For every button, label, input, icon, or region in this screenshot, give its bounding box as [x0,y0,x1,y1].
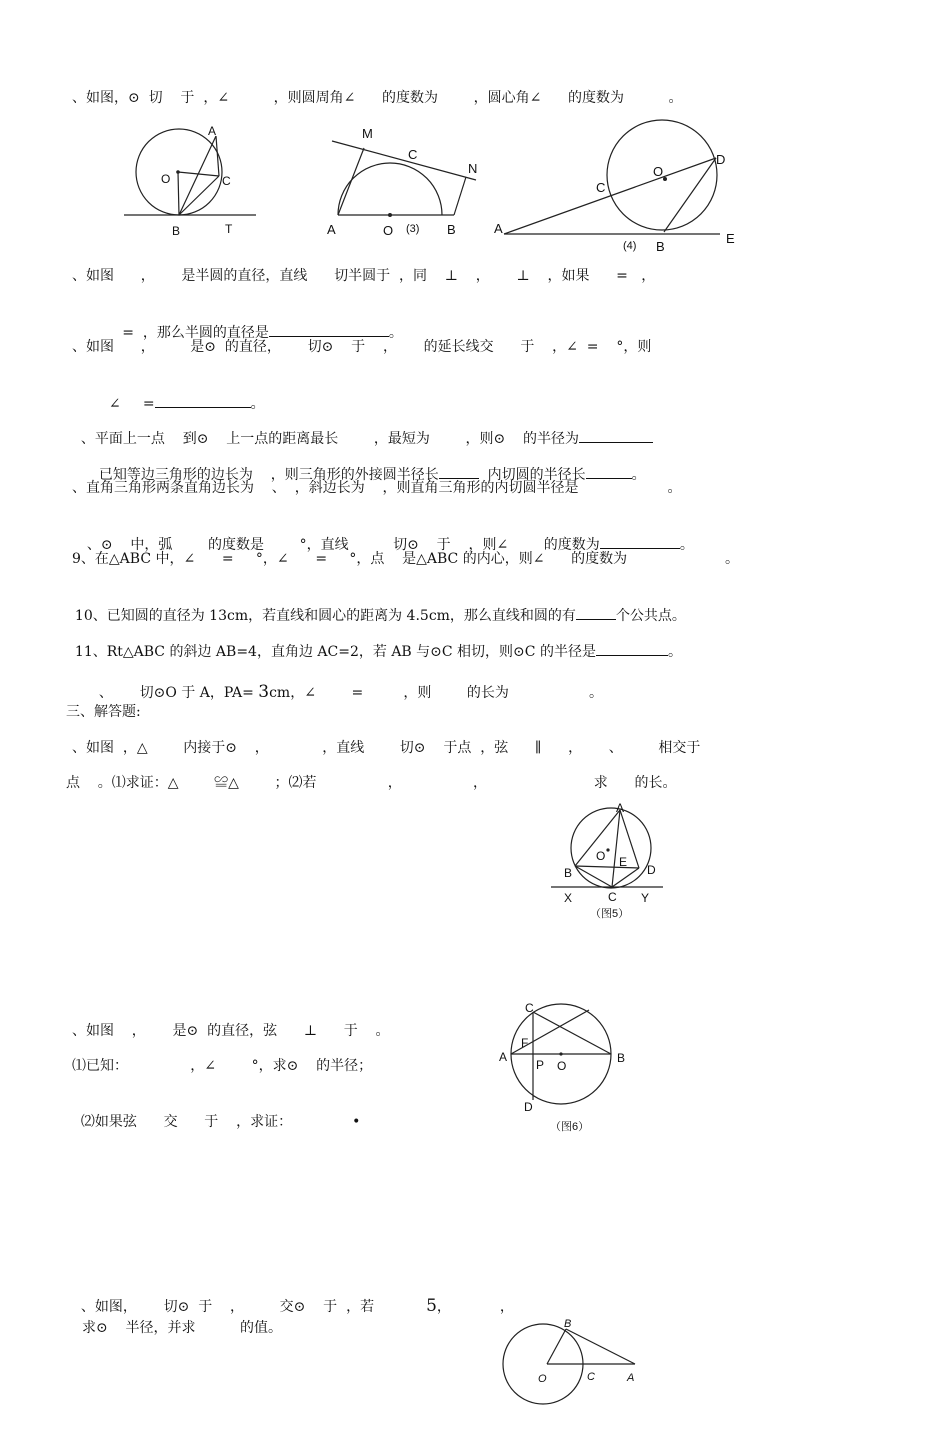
label-D: D [647,863,656,877]
q-line-1: 、如图，⊙ 切 于 ，∠ ，则圆周角∠ 的度数为 ，圆心角∠ 的度数为 。 [72,90,683,106]
answer-blank[interactable] [269,321,389,337]
q-line-5-end: 。 [250,396,265,412]
q-line-13 [90,662,603,703]
label-O: O [383,223,394,238]
label-B: B [617,1051,626,1065]
figure-7-tangent-secant [500,1316,650,1416]
label-O: O [161,172,171,186]
answer-blank[interactable] [596,640,668,656]
figure-caption: （图6） [550,1121,590,1133]
label-D: D [524,1100,533,1114]
figure-6-diameter-chord [495,998,635,1138]
label-C: C [525,1001,534,1015]
label-B: B [564,1318,572,1330]
label-O: O [653,164,664,179]
q-line-18: ⑴已知： ，∠ °，求⊙ 的半径； [72,1058,373,1074]
answer-blank[interactable] [576,604,616,620]
label-T: T [225,222,233,236]
answer-blank[interactable] [586,463,632,479]
label-A: A [208,124,217,138]
answer-blank[interactable] [439,463,479,479]
q-line-7-end: 。 [631,467,646,483]
label-E: E [619,855,628,869]
q-line-13-end: cm，∠ = ，则 的长为 。 [269,685,604,701]
q-line-6-text: 、平面上一点 到⊙ 上一点的距离最长 ，最短为 ，则⊙ 的半径为 [80,431,579,447]
q-line-17: 、如图 ， 是⊙ 的直径，弦 ⊥ 于 。 [72,1023,390,1039]
q-line-11-text: 10、已知圆的直径为 13cm，若直线和圆心的距离为 4.5cm，那么直线和圆的有 [74,608,576,624]
label-O: O [538,1373,547,1385]
label-A: A [627,1372,635,1384]
label-P: P [536,1058,545,1072]
label-X: X [564,891,573,905]
figure-caption: (3) [406,223,420,235]
answer-blank[interactable] [579,427,653,443]
q-line-5-text: ∠ = [108,396,155,412]
label-C: C [608,890,617,904]
q-line-13-num: 3 [258,682,270,702]
label-C: C [596,180,606,195]
label-O: O [557,1059,567,1073]
q-line-12 [66,620,682,662]
q-line-16: 点 。⑴求证：△ ≌△ ；⑵若 ， ， 求 的长。 [66,775,677,791]
figure-5-inscribed-triangle [548,798,678,928]
q-line-8: 、直角三角形两条直角边长为 、 ，斜边长为 ，则直角三角形的内切圆半径是 。 [72,480,682,496]
figure-1-circle-tangent [120,120,260,240]
q-line-7-text: 已知等边三角形的边长为 ，则三角形的外接圆半径长 [98,467,439,483]
q-line-11-end: 个公共点。 [615,608,686,624]
q-line-7-mid: 内切圆的半径长 [478,467,586,483]
label-F: F [521,1036,529,1050]
q-line-19 [72,1092,360,1132]
label-E: E [726,231,735,246]
q-line-3-end: 。 [388,325,403,341]
figure-caption: （图5） [590,908,630,920]
q-line-3-text: = ，那么半圆的直径是 [108,325,269,341]
label-C: C [408,147,418,162]
label-B: B [172,224,181,238]
figure-caption: (4) [623,240,637,252]
figure-3-secant-tangent [490,120,750,254]
q-line-9-end: 。 [679,537,694,553]
q-line-4: 、如图 ， 是⊙ 的直径， 切⊙ 于 ， 的延长线交 于 ，∠ = °，则 [72,339,652,355]
label-A: A [327,222,336,237]
label-B: B [656,239,665,254]
q-line-9-text: 、⊙ 中，弧 的度数是 °，直线 切⊙ 于 ，则∠ 的度数为 [86,537,600,553]
q-line-20 [72,1276,514,1317]
label-D: D [716,152,726,167]
label-C: C [587,1371,595,1383]
q-line-20-num: 5 [426,1296,437,1316]
figure-2-semicircle [320,122,490,242]
q-line-12-text: 11、Rt△ABC 的斜边 AB=4，直角边 AC=2，若 AB 与⊙C 相切，则⊙C 的半径是 [74,644,596,660]
q-line-20-end: ， ， [436,1299,514,1315]
q-line-12-end: 。 [667,644,682,660]
label-C: C [222,174,231,188]
label-A: A [616,801,625,815]
label-A: A [494,221,503,236]
label-Y: Y [641,891,650,905]
section-heading: 三、解答题: [66,704,141,720]
dot-symbol: • [352,1114,361,1130]
q-line-15: 、如图 ，△ 内接于⊙ ， ，直线 切⊙ 于点 ，弦 ∥ ， 、 相交于 [72,740,701,756]
q-line-13-text: 、 切⊙O 于 A，PA= [98,685,254,701]
label-O: O [596,849,606,863]
answer-blank[interactable] [600,533,680,549]
label-B: B [447,222,456,237]
label-B: B [564,866,573,880]
label-N: N [468,161,478,176]
q-line-10: 9、在△ABC 中，∠ = °，∠ = °，点 是△ABC 的内心，则∠ 的度数为 。 [72,551,740,567]
q-line-2: 、如图 ， 是半圆的直径，直线 切半圆于 ，同 ⊥ ， ⊥ ，如果 = ， [72,268,656,284]
answer-blank[interactable] [155,392,251,408]
label-M: M [362,126,373,141]
q-line-21: 求⊙ 半径，并求 的值。 [82,1320,283,1336]
q-line-19-text: ⑵如果弦 交 于 ，求证： [80,1114,293,1130]
label-A: A [499,1050,508,1064]
q-line-20-text: 、如图， 切⊙ 于 ， 交⊙ 于 ，若 [80,1299,375,1315]
